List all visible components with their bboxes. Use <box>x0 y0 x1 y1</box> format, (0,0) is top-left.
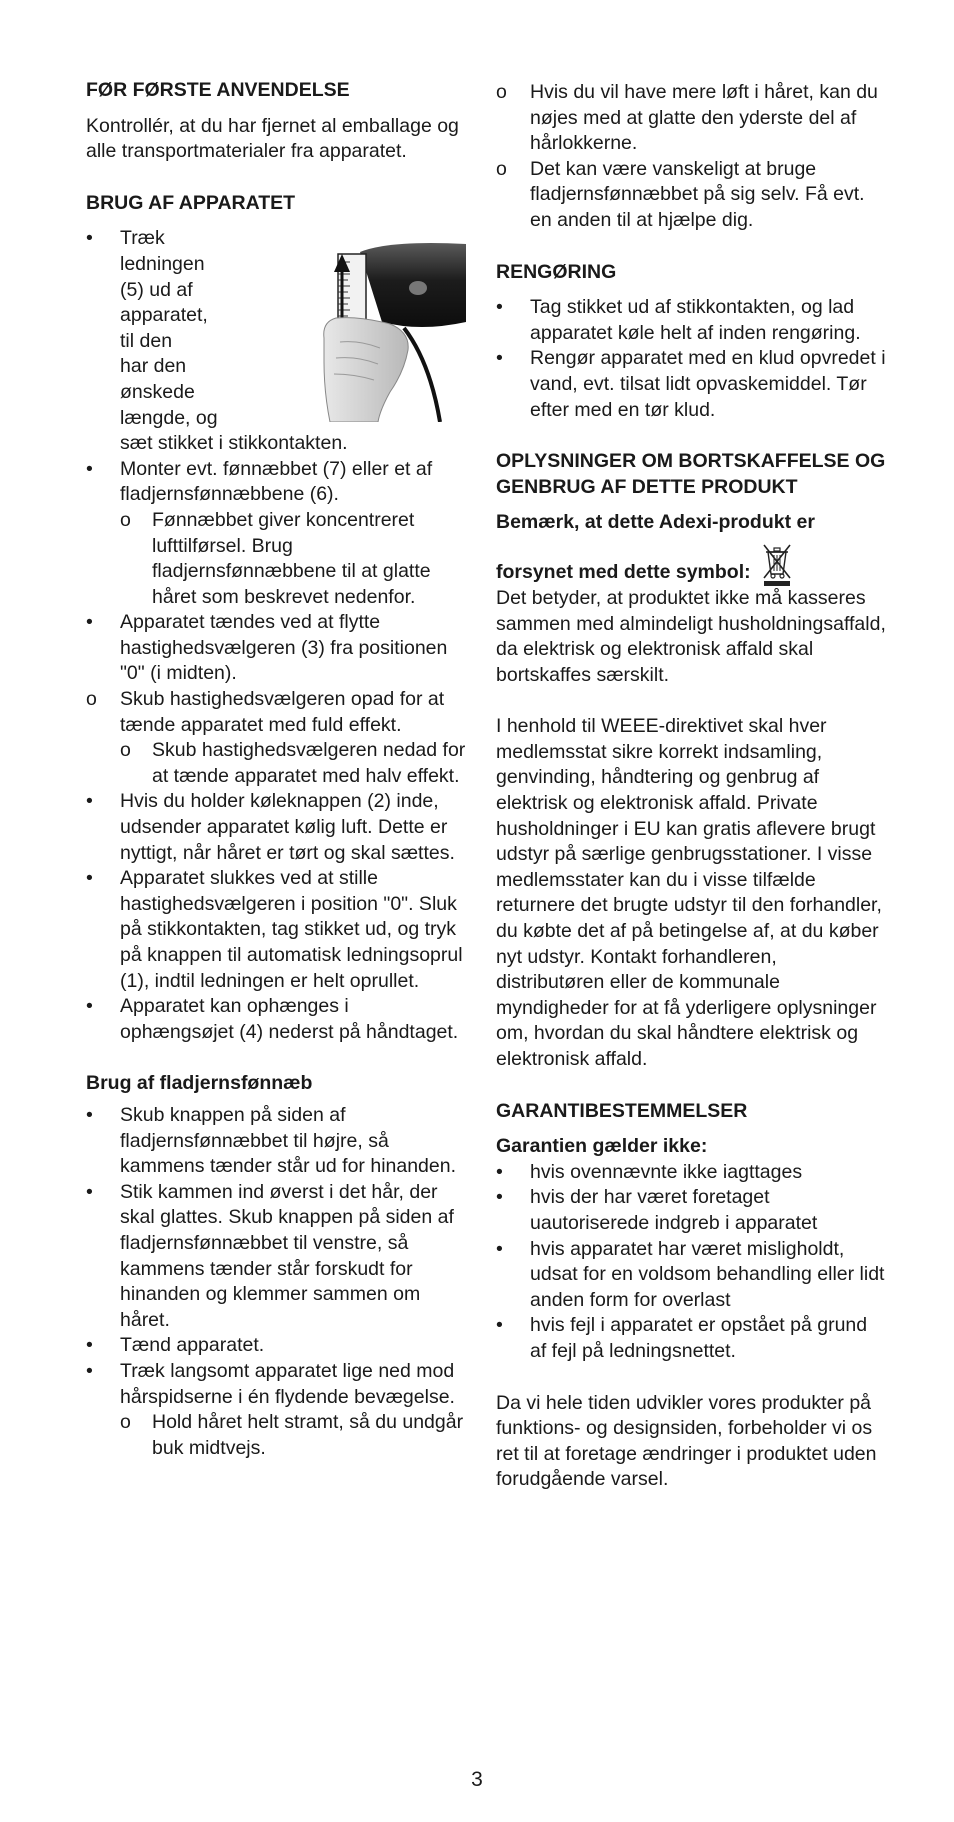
warranty-list <box>496 1160 886 1365</box>
weee-crossed-bin-icon <box>761 542 793 586</box>
page-number: 3 <box>471 1768 483 1791</box>
use-item-4: o Skub hastighedsvælgeren opad for at tænde apparatet med fuld effekt. <box>86 688 445 736</box>
clean-list <box>496 295 886 423</box>
first-use-text: Kontrollér, at du har fjernet al emballage og alle transportmaterialer fra apparatet. <box>86 114 459 163</box>
heading-warranty: GARANTIBESTEMMELSER <box>496 1099 748 1122</box>
heading-disposal: OPLYSNINGER OM BORTSKAFFELSE OG GENBRUG AF DETTE PRODUKT <box>496 450 886 498</box>
flat-item-4: • Træk langsomt apparatet lige ned mod hårspidserne i én flydende bevægelse. <box>86 1359 455 1408</box>
heading-use: BRUG AF APPARATET <box>86 191 296 214</box>
clean-item-2: • Rengør apparatet med en klud opvredet i vand, evt. tilsat lidt opvaskemiddel. Tør efter med en tør klud. <box>496 347 886 421</box>
disposal-paragraph-2: I henhold til WEEE-direktivet skal hver medlemsstat sikre korrekt indsamling, genvinding, håndtering og genbrug af elektrisk og elektronisk affald. Private husholdninger i EU kan gratis aflevere brugt udstyr på særlige genbrugsstationer. I visse medlemsstater kan du i visse tilfælde returnere det brugte udstyr til den forhandler, du købte det af på betingelse af, at du køber nyt udstyr. Kontakt forhandleren, distributøren eller de kommunale myndigheder for at få yderligere oplysninger om, hvordan du skal håndtere elektrisk og elektronisk affald. <box>496 715 882 1070</box>
hand-holding-dryer-illustration <box>320 232 466 422</box>
disposal-paragraph-1: Det betyder, at produktet ikke må kasseres sammen med almindeligt husholdningsaffald, da elektrisk og elektronisk affald skal bortskaffes særskilt. <box>496 586 886 686</box>
notice-line-2-row <box>496 542 886 586</box>
right-column <box>496 80 886 1493</box>
flat-list <box>86 1103 466 1461</box>
heading-first-use: FØR FØRSTE ANVENDELSE <box>86 79 350 101</box>
right-top-list <box>496 80 886 234</box>
use-item-5: o Skub hastighedsvælgeren nedad for at tænde apparatet med halv effekt. <box>120 739 466 787</box>
flat-item-1: • Skub knappen på siden af fladjernsfønnæbbet til højre, så kammens tænder står ud for hinanden. <box>86 1103 457 1178</box>
heading-cleaning: RENGØRING <box>496 260 617 283</box>
right-top-item-1: o Hvis du vil have mere løft i håret, kan du nøjes med at glatte den yderste del af hårlokkerne. <box>496 81 878 155</box>
warranty-item-2: • hvis der har været foretaget uautoriserede indgreb i apparatet <box>496 1186 818 1234</box>
right-top-item-2: o Det kan være vanskeligt at bruge fladjernsfønnæbbet på sig selv. Få evt. en anden til at hjælpe dig. <box>496 157 865 231</box>
use-item-3: • Apparatet tændes ved at flytte hastighedsvælgeren (3) fra positionen "0" (i midten). <box>86 611 448 685</box>
notice-line-1: Bemærk, at dette Adexi-produkt er <box>496 511 815 534</box>
pull-cord-tail: sæt stikket i stikkontakten. <box>120 432 348 455</box>
flat-item-5: o Hold håret helt stramt, så du undgår buk midtvejs. <box>120 1411 464 1459</box>
warranty-item-3: • hvis apparatet har været misligholdt, udsat for en voldsom behandling eller lidt anden form for overlast <box>496 1237 885 1311</box>
use-item-8: • Apparatet kan ophænges i ophængsøjet (4) nederst på håndtaget. <box>86 995 459 1043</box>
use-item-1: • Monter evt. fønnæbbet (7) eller et af fladjernsfønnæbbene (6). <box>86 457 433 506</box>
flat-item-3: • Tænd apparatet. <box>86 1334 265 1357</box>
bullet-marker: • <box>86 227 93 250</box>
use-item-6: • Hvis du holder køleknappen (2) inde, udsender apparatet kølig luft. Dette er nyttigt, når håret er tørt og skal sættes. <box>86 790 455 864</box>
closing-paragraph: Da vi hele tiden udvikler vores produkter på funktions- og designsiden, forbeholder vi os ret til at foretage ændringer i produktet uden forudgående varsel. <box>496 1391 877 1491</box>
use-list <box>86 226 466 1045</box>
use-item-2: o Fønnæbbet giver koncentreret lufttilførsel. Brug fladjernsfønnæbbene til at glatte håret som beskrevet nedenfor. <box>120 508 431 608</box>
use-item-pull-cord <box>86 226 466 456</box>
use-item-7: • Apparatet slukkes ved at stille hastighedsvælgeren i position "0". Sluk på stikkontakten, tag stikket ud, og tryk på knappen til automatisk ledningsoprul (1), indtil ledningen er helt oprullet. <box>86 867 463 992</box>
warranty-item-1: • hvis ovennævnte ikke iagttages <box>496 1160 803 1183</box>
clean-item-1: • Tag stikket ud af stikkontakten, og lad apparatet køle helt af inden rengøring. <box>496 296 861 344</box>
pull-cord-lines: Træk ledningen (5) ud af apparatet, til den har den ønskede længde, og <box>120 227 218 429</box>
notice-line-2: forsynet med dette symbol: <box>496 561 751 584</box>
warranty-item-4: • hvis fejl i apparatet er opstået på grund af fejl på ledningsnettet. <box>496 1314 868 1362</box>
left-column <box>86 78 466 1461</box>
heading-flat-nozzle: Brug af fladjernsfønnæb <box>86 1072 313 1095</box>
flat-item-2: • Stik kammen ind øverst i det hår, der skal glattes. Skub knappen på siden af fladjernsfønnæbbet til venstre, så kammens tænder står forskudt for hinanden og klemmer sammen om håret. <box>86 1180 454 1331</box>
warranty-subheading: Garantien gælder ikke: <box>496 1135 708 1158</box>
